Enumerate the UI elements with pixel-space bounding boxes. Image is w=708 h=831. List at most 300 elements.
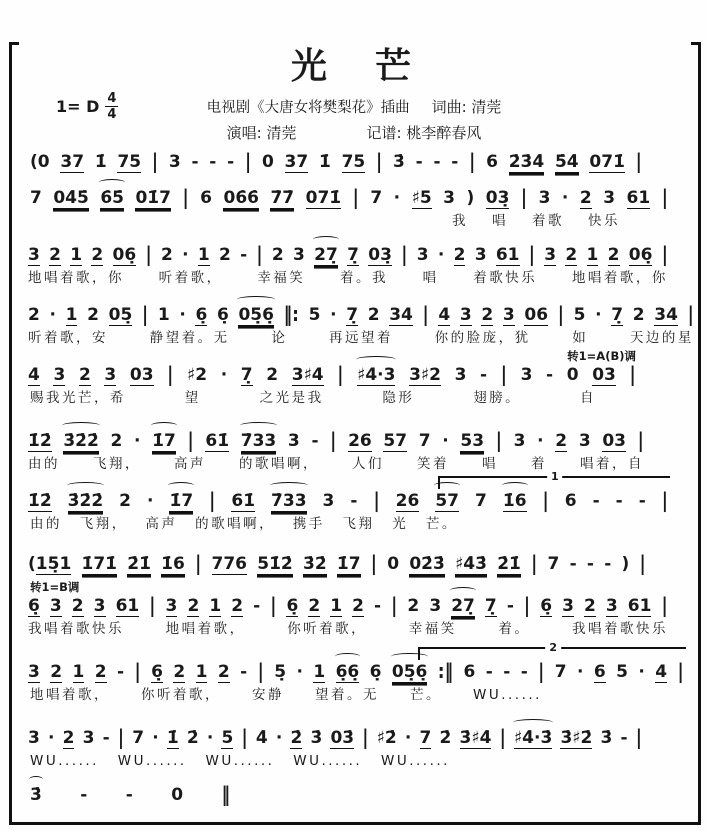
lyric-segment: 自 (579, 390, 596, 406)
note-token: 7 (370, 188, 383, 208)
volta-bracket (438, 470, 670, 489)
note-token (368, 243, 392, 267)
note-token (655, 660, 667, 684)
beamed-note-group: 3̇2̇2̇ (63, 431, 99, 451)
beamed-note-group: 06̣ (112, 245, 137, 265)
note-token (580, 186, 592, 210)
beamed-note-group: 15̣1 (35, 554, 72, 574)
note-token (555, 150, 579, 174)
score-area (0, 150, 708, 807)
barline: | (520, 186, 528, 210)
note-token: 2 (87, 305, 99, 325)
note-token: · (577, 662, 584, 682)
note-token: 3 (322, 491, 335, 511)
lyric-segment: 唱 (482, 456, 498, 472)
note-token: 1̇ (318, 152, 331, 172)
note-token: · (595, 305, 602, 325)
music-system (30, 783, 230, 807)
note-token (95, 660, 107, 684)
beamed-note-group: 4 (28, 365, 40, 385)
key-change-annotation: 转1=B调 (30, 580, 80, 594)
note-token (187, 594, 199, 618)
note-token (127, 552, 151, 576)
music-system (28, 552, 646, 576)
note-token: 6 (200, 188, 212, 208)
note-token: ♯2 (187, 365, 208, 385)
beamed-note-group: 7̇33 (240, 431, 277, 451)
lyric-segment: 芒。 (425, 516, 458, 532)
beamed-note-group: 7̣ (484, 596, 497, 616)
barline: | (531, 552, 538, 576)
lyrics-row (452, 213, 620, 229)
beamed-note-group: 51̇2̇ (257, 554, 293, 574)
lyric-segment: 再远望着 (328, 330, 393, 346)
barline: | (499, 726, 506, 750)
beamed-note-group: 3 (605, 596, 618, 616)
note-token: 3 (293, 245, 305, 265)
lyric-segment: WU...... (117, 753, 187, 769)
beamed-note-group: 1̇7 (152, 431, 176, 451)
note-token: 3 (513, 431, 526, 451)
note-token: 2 (367, 305, 380, 325)
note-token (555, 429, 567, 453)
barline: | (182, 186, 189, 210)
note-token (50, 594, 62, 618)
notes-row (28, 726, 642, 750)
lyric-segment: 高声 (174, 456, 206, 472)
lyric-segment: 我唱着歌快乐 (28, 621, 124, 637)
barline: | (495, 429, 502, 453)
note-token (73, 660, 85, 684)
note-token: - (485, 662, 493, 682)
note-token: 6 (486, 152, 498, 172)
note-token (509, 150, 545, 174)
beamed-note-group: 04̇5̇ (53, 188, 89, 208)
singer-credit: 演唱: 清莞 (226, 124, 297, 142)
note-token (342, 150, 366, 174)
beamed-note-group: 3 (104, 365, 117, 385)
note-token (654, 303, 678, 327)
barline: | (209, 489, 216, 513)
beamed-note-group: 7̣ (347, 245, 359, 265)
beamed-note-group: 3 (28, 662, 40, 682)
beamed-note-group: 2̇ (290, 728, 303, 748)
song-title: 光 芒 (290, 46, 417, 87)
lyric-segment: 之光是我 (259, 390, 324, 406)
note-token (608, 243, 620, 267)
beamed-note-group: 61̇ (205, 431, 230, 451)
note-token: - (415, 152, 423, 172)
note-token: · (638, 662, 645, 682)
barline: | (469, 150, 476, 174)
lyric-segment: 由的 (28, 456, 60, 472)
music-system (28, 726, 642, 769)
note-token (286, 594, 298, 618)
note-token: - (592, 491, 600, 511)
lyric-segment: 唱着，自 (580, 456, 644, 472)
note-token (195, 303, 207, 327)
note-token (383, 429, 407, 453)
note-token: 6 (564, 491, 577, 511)
note-token: · (442, 431, 449, 451)
beamed-note-group: 61 (495, 245, 520, 265)
note-token (271, 489, 307, 513)
note-token (497, 552, 521, 576)
time-numerator: 4 (107, 91, 117, 106)
note-token (337, 552, 361, 576)
note-token (28, 429, 52, 453)
lyric-segment: 飞翔 (342, 516, 375, 532)
notation-credit: 记谱: 桃李醉春风 (366, 124, 482, 142)
note-token (308, 594, 320, 618)
note-token (241, 429, 277, 453)
note-token (629, 243, 653, 267)
note-token: 2̇ (439, 728, 452, 748)
note-token: - (546, 365, 554, 385)
note-token: 7 (475, 491, 487, 511)
music-system (28, 349, 636, 406)
note-token (460, 429, 484, 453)
beamed-note-group: 01̇7 (135, 188, 171, 208)
lyric-segment: WU...... (293, 753, 363, 769)
note-token (524, 303, 548, 327)
note-token: 3 (82, 728, 95, 748)
note-token (49, 243, 61, 267)
beamed-note-group: ♯4̇·3̇ (513, 728, 553, 748)
note-token (589, 150, 625, 174)
beamed-note-group: ♯4̇3̇ (455, 554, 487, 574)
note-token: · (49, 305, 56, 325)
beamed-note-group: 3 (93, 596, 106, 616)
barline: | (352, 186, 359, 210)
note-token: 5 (573, 305, 586, 325)
barline: | (256, 243, 263, 267)
beamed-note-group: 3 (28, 245, 40, 265)
note-token: · (179, 305, 186, 325)
note-token: ♯2̇ (376, 728, 397, 748)
beamed-note-group: 2 (49, 245, 61, 265)
beamed-note-group: 61 (626, 188, 651, 208)
beamed-note-group: 3 (502, 305, 515, 325)
note-token (223, 186, 259, 210)
note-token (66, 303, 78, 327)
note-token (109, 303, 133, 327)
lyrics-row (28, 621, 668, 637)
beamed-note-group: 6̣ (195, 305, 208, 325)
beamed-note-group: 2 (62, 728, 75, 748)
note-token (169, 489, 193, 513)
note-token: · (275, 728, 283, 748)
note-token (116, 594, 140, 618)
barline: | (635, 726, 642, 750)
lyric-segment: 赐我光芒，希 (30, 390, 126, 406)
notes-row (28, 594, 668, 618)
note-token (241, 363, 253, 387)
lyric-segment: 着 (531, 456, 547, 472)
lyric-segment: 唱 (422, 270, 439, 286)
music-system (28, 580, 668, 637)
note-token (606, 594, 618, 618)
beamed-note-group: 2 (583, 596, 596, 616)
note-token: 2 (110, 431, 123, 451)
note-token (602, 429, 626, 453)
lyric-segment: 由的 (30, 516, 62, 532)
barline: | (677, 660, 684, 684)
note-token: 2 (218, 245, 231, 265)
note-token: · (206, 728, 214, 748)
note-token: 2 (28, 305, 40, 325)
beamed-note-group: 7̣ (611, 305, 624, 325)
barline: | (149, 594, 156, 618)
note-token: · (330, 305, 337, 325)
note-token (486, 186, 510, 210)
beamed-note-group: 61 (627, 596, 652, 616)
note-token (306, 186, 342, 210)
beamed-note-group: 34 (654, 305, 678, 325)
beamed-note-group: 03̣ (368, 245, 392, 265)
note-token: 0 (261, 152, 274, 172)
beamed-note-group: ♯4·3 (357, 365, 396, 385)
note-token: · (152, 728, 159, 748)
note-token: 3 (429, 596, 442, 616)
note-token: - (240, 662, 248, 682)
lyric-segment: WU...... (381, 753, 450, 769)
note-token (209, 594, 221, 618)
beamed-note-group: 3̇2̇ (302, 554, 327, 574)
note-token: 3 (603, 188, 616, 208)
lyric-segment: 安静 (252, 687, 284, 703)
barline: | (401, 243, 408, 267)
note-token: 2̇ (186, 728, 199, 748)
beamed-note-group: 1̇7 (169, 491, 194, 511)
barline: ‖ (221, 783, 230, 807)
beamed-note-group: 05̣ (108, 305, 133, 325)
note-token: - (253, 596, 261, 616)
note-token: 3 (443, 188, 455, 208)
note-token: 6̣ (216, 305, 229, 325)
note-token (231, 489, 255, 513)
beamed-note-group: 4 (438, 305, 451, 325)
note-token (611, 303, 623, 327)
note-token (113, 243, 137, 267)
beamed-note-group: 2 (91, 245, 104, 265)
beamed-note-group: 3 (165, 596, 178, 616)
frame-bottom (9, 822, 701, 825)
beamed-note-group: 26 (395, 491, 420, 511)
volta-number: 2 (545, 641, 561, 654)
lyric-segment: 论 (271, 330, 288, 346)
lyric-segment: 地唱着歌，你 (28, 270, 124, 286)
barline: | (391, 594, 398, 618)
note-token (100, 186, 124, 210)
note-token: - (638, 491, 646, 511)
note-token (303, 552, 327, 576)
note-token: - (433, 152, 441, 172)
note-token (592, 363, 616, 387)
beamed-note-group: 1̇6 (161, 554, 185, 574)
lyric-segment: 高声 (145, 516, 178, 532)
barline: | (270, 594, 277, 618)
note-token (238, 303, 274, 327)
note-token (481, 303, 493, 327)
lyric-segment: 着歌快乐 (473, 270, 538, 286)
notes-row (28, 243, 668, 267)
note-token (68, 489, 104, 513)
beamed-note-group: ♯5 (411, 188, 432, 208)
lyric-segment: 笑着 (417, 456, 449, 472)
note-token (451, 594, 475, 618)
beamed-note-group: 2 (565, 245, 578, 265)
lyrics-row (30, 687, 542, 703)
note-token: 0 (566, 365, 579, 385)
note-token: · (296, 662, 303, 682)
notes-row (30, 783, 230, 807)
lyric-segment: 望 (184, 390, 201, 406)
lyric-segment: 携手 (292, 516, 325, 532)
beamed-note-group: 2 (50, 662, 63, 682)
beamed-note-group: 03 (602, 431, 626, 451)
note-token: - (102, 728, 110, 748)
barline: | (241, 726, 248, 750)
barline: | (117, 726, 125, 750)
note-token (352, 594, 364, 618)
beamed-note-group: 3♯2 (409, 365, 441, 385)
note-token: - (604, 554, 612, 574)
beamed-note-group: 2 (579, 188, 592, 208)
lyrics-row (30, 753, 450, 769)
note-token: 3 (28, 728, 40, 748)
lyric-segment: 飞翔， (79, 516, 128, 532)
barline: | (141, 303, 149, 327)
note-token: - (80, 785, 88, 805)
note-token (53, 363, 65, 387)
note-token: · (561, 188, 569, 208)
note-token: - (240, 245, 248, 265)
notes-row (28, 489, 668, 513)
barline: | (629, 363, 636, 387)
beamed-note-group: 6̣ (28, 596, 40, 616)
note-token: 7 (30, 188, 42, 208)
lyric-segment: 地唱着歌，你 (571, 270, 668, 286)
note-token (63, 429, 99, 453)
beamed-note-group: 2̇3̇4̇ (508, 152, 545, 172)
lyric-segment: 翅膀。 (473, 390, 522, 406)
volta-bracket (418, 641, 686, 660)
beamed-note-group: 1̇2̇ (28, 431, 52, 451)
note-token: - (586, 554, 594, 574)
note-token (594, 660, 606, 684)
note-token (173, 660, 185, 684)
note-token: 7 (418, 431, 431, 451)
note-token (28, 489, 52, 513)
note-token (167, 726, 179, 750)
barline: | (187, 429, 194, 453)
credits-row-1 (0, 96, 708, 117)
note-token: - (227, 152, 235, 172)
note-token (347, 243, 359, 267)
note-token: 0 (387, 554, 400, 574)
note-token (544, 243, 556, 267)
beamed-note-group: 1 (330, 596, 343, 616)
lyric-segment: 你听着歌， (141, 687, 221, 703)
note-token (205, 429, 229, 453)
beamed-note-group: 06̣ (628, 245, 653, 265)
note-token (435, 489, 459, 513)
note-token (330, 594, 342, 618)
beamed-note-group: 02̇3̇ (409, 554, 445, 574)
beamed-note-group: 2 (78, 365, 91, 385)
note-token (135, 186, 171, 210)
lyric-segment: 人们 (352, 456, 384, 472)
note-token: - (350, 491, 358, 511)
note-token: 3 (287, 431, 300, 451)
note-token: ) (466, 188, 475, 208)
note-token: - (520, 662, 528, 682)
beamed-note-group: 776 (211, 554, 248, 574)
beamed-note-group: 1̇71̇ (81, 554, 118, 574)
beamed-note-group: 3 (544, 245, 557, 265)
music-system (28, 303, 694, 346)
beamed-note-group: 61̇ (231, 491, 256, 511)
beamed-note-group: 53 (460, 431, 485, 451)
barline: | (635, 150, 642, 174)
beamed-note-group: 2 (187, 596, 200, 616)
note-token (396, 489, 420, 513)
barline: | (528, 243, 535, 267)
note-token (485, 594, 497, 618)
barline: | (376, 150, 383, 174)
beamed-note-group: 6̣6̣ (335, 662, 360, 682)
music-system (28, 641, 684, 703)
barline: ‖: (283, 303, 299, 327)
notes-row (30, 150, 642, 174)
note-token (313, 660, 325, 684)
barline: | (637, 429, 644, 453)
lyric-segment: WU...... (473, 687, 542, 703)
note-token (420, 726, 432, 750)
source-label: 电视剧《大唐女将樊梨花》插曲 (206, 100, 410, 116)
lyric-segment: WU...... (205, 753, 275, 769)
beamed-note-group: 03̇ (330, 728, 355, 748)
beamed-note-group: 05̣6̣ (238, 305, 274, 325)
lyric-segment: 唱 (492, 213, 508, 229)
lyrics-row (28, 270, 668, 286)
volta-number: 1 (547, 470, 563, 483)
note-token (152, 429, 176, 453)
beamed-note-group: 7̇7̇ (270, 188, 295, 208)
note-token: 5 (616, 662, 629, 682)
note-token (565, 243, 577, 267)
barline: | (538, 660, 545, 684)
key-text: 1= D (56, 97, 100, 116)
beamed-note-group: 3 (49, 596, 62, 616)
note-token: · (393, 188, 401, 208)
beamed-note-group: 1 (586, 245, 599, 265)
lyric-segment: 着歌 (532, 213, 564, 229)
beamed-note-group: 2 (352, 596, 364, 616)
lyric-segment: 地唱着歌， (165, 621, 246, 637)
note-token (496, 243, 520, 267)
note-token: - (451, 152, 459, 172)
beamed-note-group: 2 (308, 596, 321, 616)
beamed-note-group: 6 (593, 662, 606, 682)
lyrics-row (30, 390, 596, 406)
beamed-note-group: 75 (341, 152, 366, 172)
beamed-note-group: 1̇6 (502, 491, 527, 511)
note-token (130, 363, 154, 387)
beamed-note-group: 1 (70, 245, 83, 265)
note-token (584, 594, 596, 618)
